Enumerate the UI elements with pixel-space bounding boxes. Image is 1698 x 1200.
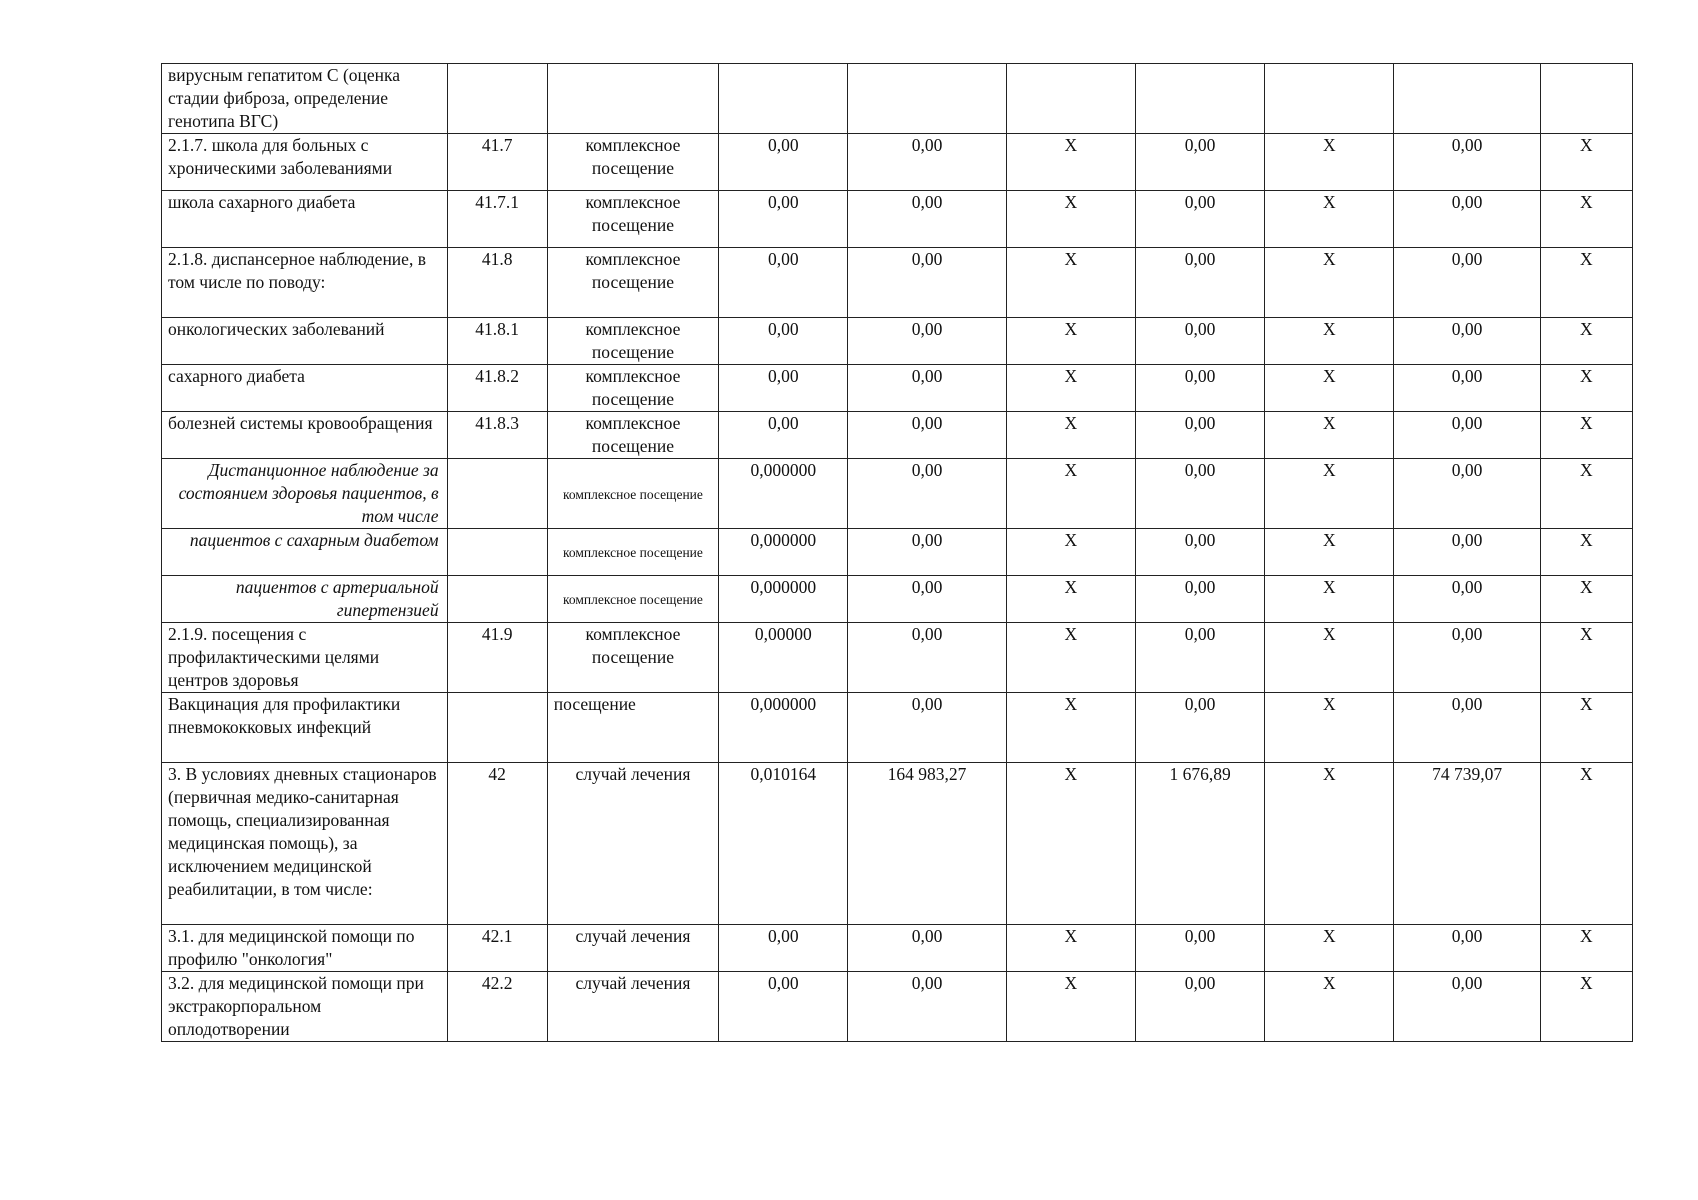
row-code-cell: 41.7 [447,134,547,191]
row-name-cell: 3.2. для медицинской помощи при экстракорпоральном оплодотворении [162,972,448,1042]
row-value-cell-7: X [1540,191,1632,248]
row-value-cell-4: 0,00 [1135,318,1264,365]
row-value-cell-6 [1394,64,1540,134]
row-value-cell-4: 0,00 [1135,623,1264,693]
row-value-cell-5: X [1265,248,1394,318]
table-row [162,248,1633,318]
row-value-cell-4: 0,00 [1135,248,1264,318]
row-value-cell-6: 0,00 [1394,318,1540,365]
row-value-cell-4: 0,00 [1135,972,1264,1042]
row-unit-cell: случай лечения [547,763,718,925]
row-name-cell: Вакцинация для профилактики пневмококковых инфекций [162,693,448,763]
row-unit-cell: комплексное посещение [547,248,718,318]
row-value-cell-5: X [1265,365,1394,412]
row-value-cell-2: 0,00 [848,191,1006,248]
row-value-cell-5: X [1265,459,1394,529]
row-value-cell-4: 0,00 [1135,191,1264,248]
table-row [162,623,1633,693]
row-unit-cell: комплексное посещение [547,134,718,191]
table-row [162,693,1633,763]
row-value-cell-4 [1135,64,1264,134]
row-value-cell-6: 0,00 [1394,134,1540,191]
row-value-cell-3: X [1006,191,1135,248]
table-row [162,925,1633,972]
row-value-cell-7: X [1540,459,1632,529]
row-value-cell-1: 0,00 [719,365,848,412]
row-unit-cell [547,64,718,134]
row-value-cell-5: X [1265,529,1394,576]
row-value-cell-5: X [1265,191,1394,248]
table-body [162,64,1633,1042]
row-unit-cell: комплексное посещение [547,365,718,412]
row-code-cell [447,576,547,623]
row-value-cell-2: 0,00 [848,693,1006,763]
row-code-cell [447,459,547,529]
row-unit-cell: посещение [547,693,718,763]
row-unit-cell: комплексное посещение [547,459,718,529]
row-value-cell-4: 0,00 [1135,412,1264,459]
row-name-cell: вирусным гепатитом С (оценка стадии фиброза, определение генотипа ВГС) [162,64,448,134]
data-table [161,63,1633,1042]
row-unit-cell: случай лечения [547,972,718,1042]
row-value-cell-3: X [1006,365,1135,412]
row-code-cell [447,64,547,134]
row-value-cell-1: 0,000000 [719,459,848,529]
row-name-cell: 3. В условиях дневных стационаров (первичная медико-санитарная помощь, специализированная медицинская помощь), за исключением медицинской реабилитации, в том числе: [162,763,448,925]
row-name-cell: Дистанционное наблюдение за состоянием здоровья пациентов, в том числе [162,459,448,529]
row-value-cell-5: X [1265,134,1394,191]
row-code-cell: 41.8.2 [447,365,547,412]
row-value-cell-2: 0,00 [848,925,1006,972]
row-value-cell-6: 0,00 [1394,365,1540,412]
row-value-cell-6: 0,00 [1394,459,1540,529]
row-value-cell-2: 0,00 [848,248,1006,318]
row-value-cell-1: 0,000000 [719,576,848,623]
row-code-cell: 41.8 [447,248,547,318]
row-value-cell-3: X [1006,972,1135,1042]
row-value-cell-7: X [1540,693,1632,763]
table-row [162,763,1633,925]
row-code-cell [447,693,547,763]
table-row [162,365,1633,412]
row-value-cell-5: X [1265,763,1394,925]
row-unit-cell: комплексное посещение [547,576,718,623]
row-value-cell-1: 0,00 [719,318,848,365]
row-value-cell-3: X [1006,318,1135,365]
row-value-cell-4: 1 676,89 [1135,763,1264,925]
row-unit-cell: комплексное посещение [547,529,718,576]
row-value-cell-4: 0,00 [1135,134,1264,191]
table-row [162,191,1633,248]
row-value-cell-7: X [1540,972,1632,1042]
row-value-cell-5 [1265,64,1394,134]
row-code-cell: 42.1 [447,925,547,972]
row-value-cell-2: 0,00 [848,623,1006,693]
row-value-cell-4: 0,00 [1135,529,1264,576]
row-code-cell: 41.8.1 [447,318,547,365]
row-value-cell-5: X [1265,412,1394,459]
row-value-cell-5: X [1265,972,1394,1042]
row-unit-cell: случай лечения [547,925,718,972]
row-value-cell-2: 0,00 [848,529,1006,576]
row-code-cell: 41.7.1 [447,191,547,248]
row-value-cell-2: 0,00 [848,318,1006,365]
row-value-cell-7: X [1540,763,1632,925]
row-value-cell-5: X [1265,623,1394,693]
row-value-cell-3 [1006,64,1135,134]
row-value-cell-7: X [1540,134,1632,191]
row-name-cell: 2.1.9. посещения с профилактическими целями центров здоровья [162,623,448,693]
row-value-cell-6: 0,00 [1394,972,1540,1042]
row-value-cell-6: 0,00 [1394,623,1540,693]
row-value-cell-6: 74 739,07 [1394,763,1540,925]
row-value-cell-6: 0,00 [1394,529,1540,576]
row-value-cell-1 [719,64,848,134]
row-name-cell: 3.1. для медицинской помощи по профилю "онкология" [162,925,448,972]
table-row [162,972,1633,1042]
row-name-cell: онкологических заболеваний [162,318,448,365]
row-value-cell-2: 0,00 [848,459,1006,529]
row-value-cell-1: 0,00 [719,412,848,459]
row-value-cell-6: 0,00 [1394,248,1540,318]
row-name-cell: 2.1.7. школа для больных с хроническими заболеваниями [162,134,448,191]
row-value-cell-3: X [1006,693,1135,763]
row-value-cell-2: 0,00 [848,576,1006,623]
row-value-cell-1: 0,00 [719,191,848,248]
row-value-cell-2: 0,00 [848,365,1006,412]
row-value-cell-7: X [1540,623,1632,693]
row-value-cell-4: 0,00 [1135,576,1264,623]
row-value-cell-1: 0,00 [719,248,848,318]
row-value-cell-1: 0,00000 [719,623,848,693]
row-value-cell-5: X [1265,318,1394,365]
row-value-cell-3: X [1006,763,1135,925]
row-value-cell-1: 0,000000 [719,529,848,576]
row-unit-cell: комплексное посещение [547,191,718,248]
table-row [162,318,1633,365]
row-name-cell: сахарного диабета [162,365,448,412]
row-value-cell-3: X [1006,623,1135,693]
row-value-cell-7 [1540,64,1632,134]
row-value-cell-7: X [1540,529,1632,576]
row-value-cell-2: 0,00 [848,412,1006,459]
row-value-cell-1: 0,010164 [719,763,848,925]
row-name-cell: пациентов с сахарным диабетом [162,529,448,576]
row-value-cell-6: 0,00 [1394,693,1540,763]
row-value-cell-2: 0,00 [848,134,1006,191]
row-value-cell-5: X [1265,693,1394,763]
row-unit-cell: комплексное посещение [547,412,718,459]
row-value-cell-3: X [1006,412,1135,459]
table-row [162,64,1633,134]
row-name-cell: пациентов с артериальной гипертензией [162,576,448,623]
row-value-cell-2: 164 983,27 [848,763,1006,925]
table-row [162,576,1633,623]
row-name-cell: болезней системы кровообращения [162,412,448,459]
row-value-cell-7: X [1540,412,1632,459]
row-code-cell [447,529,547,576]
row-value-cell-4: 0,00 [1135,365,1264,412]
row-unit-cell: комплексное посещение [547,318,718,365]
row-value-cell-1: 0,00 [719,925,848,972]
row-value-cell-1: 0,000000 [719,693,848,763]
row-unit-cell: комплексное посещение [547,623,718,693]
row-value-cell-7: X [1540,318,1632,365]
row-value-cell-7: X [1540,576,1632,623]
table-row [162,134,1633,191]
row-value-cell-2: 0,00 [848,972,1006,1042]
table-row [162,529,1633,576]
table-row [162,459,1633,529]
row-value-cell-6: 0,00 [1394,576,1540,623]
row-value-cell-1: 0,00 [719,972,848,1042]
row-value-cell-4: 0,00 [1135,925,1264,972]
row-code-cell: 41.8.3 [447,412,547,459]
row-value-cell-2 [848,64,1006,134]
row-value-cell-3: X [1006,134,1135,191]
row-name-cell: 2.1.8. диспансерное наблюдение, в том числе по поводу: [162,248,448,318]
row-value-cell-3: X [1006,459,1135,529]
row-value-cell-7: X [1540,925,1632,972]
row-code-cell: 42.2 [447,972,547,1042]
row-value-cell-7: X [1540,248,1632,318]
row-value-cell-3: X [1006,529,1135,576]
row-code-cell: 41.9 [447,623,547,693]
row-code-cell: 42 [447,763,547,925]
row-value-cell-6: 0,00 [1394,412,1540,459]
table-row [162,412,1633,459]
row-value-cell-6: 0,00 [1394,191,1540,248]
row-value-cell-6: 0,00 [1394,925,1540,972]
row-value-cell-5: X [1265,925,1394,972]
row-value-cell-4: 0,00 [1135,693,1264,763]
row-value-cell-4: 0,00 [1135,459,1264,529]
row-name-cell: школа сахарного диабета [162,191,448,248]
row-value-cell-5: X [1265,576,1394,623]
row-value-cell-3: X [1006,248,1135,318]
row-value-cell-3: X [1006,925,1135,972]
row-value-cell-7: X [1540,365,1632,412]
row-value-cell-1: 0,00 [719,134,848,191]
row-value-cell-3: X [1006,576,1135,623]
